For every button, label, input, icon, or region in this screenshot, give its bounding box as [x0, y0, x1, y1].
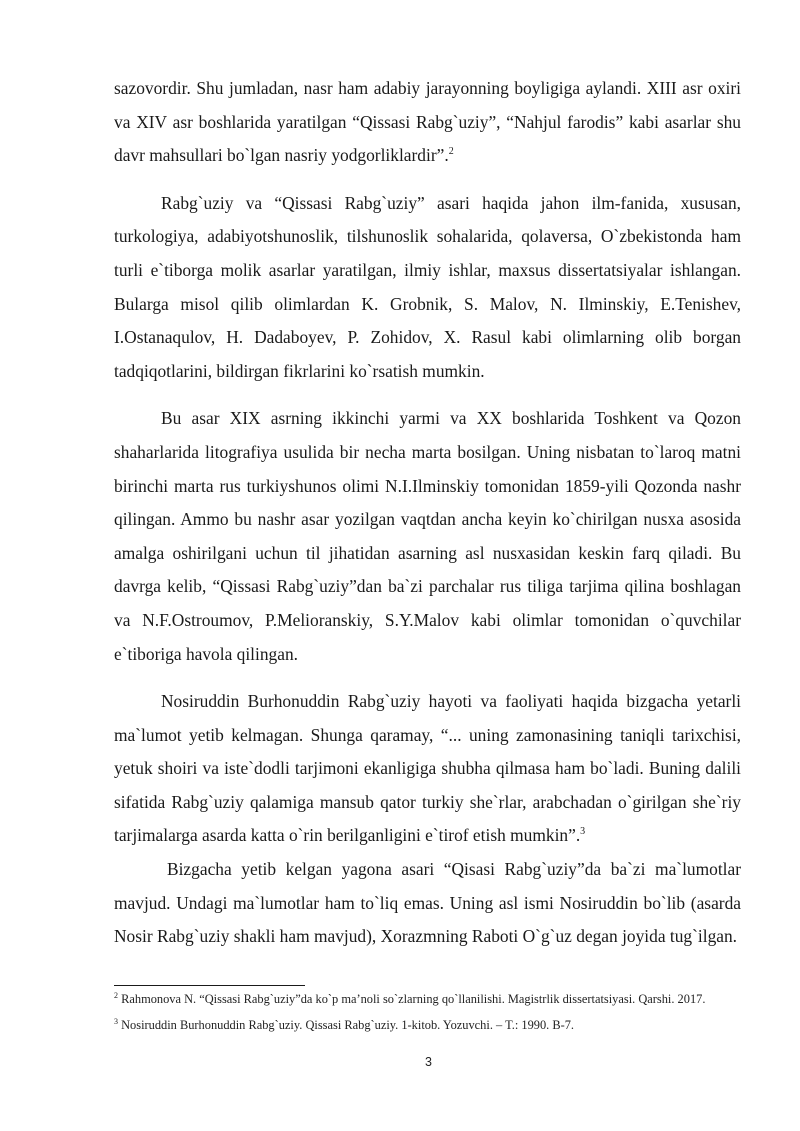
footnote-separator — [114, 985, 305, 986]
paragraph-4-text: Nosiruddin Burhonuddin Rabg`uziy hayoti va faoliyati haqida bizgacha yetarli ma`lumot yetib kelmagan. Shunga qaramay, “... uning zamonasining taniqli tarixchisi, yetuk shoiri va iste`dodli tarjimoni ekanligiga shubha qilmasa ham bo`ladi. Buning dalili sifatida Rabg`uziy qalamiga mansub qator turkiy she`rlar, arabchadan o`girilgan she`riy tarjimalarga asarda katta o`rin berilganligini e`tirof etish mumkin”. — [114, 691, 741, 846]
footnote-2 — [114, 991, 741, 1008]
footnote-number: 2 — [114, 990, 118, 1000]
paragraph-1-text: sazovordir. Shu jumladan, nasr ham adabiy jarayonning boyligiga aylandi. XIII asr oxiri va XIV asr boshlarida yaratilgan “Qissasi Rabg`uziy”, “Nahjul farodis” kabi asarlar shu davr mahsullari bo`lgan nasriy yodgorliklardir”. — [114, 78, 741, 166]
paragraph-3: Bu asar XIX asrning ikkinchi yarmi va XX boshlarida Toshkent va Qozon shaharlarida litografiya usulida bir necha marta bosilgan. Uning nisbatan to`laroq matni birinchi marta rus turkiyshunos olimi N.I.Ilminskiy tomonidan 1859-yili Qozonda nashr qilingan. Ammo bu nashr asar yozilgan vaqtdan ancha keyin ko`chirilgan nusxa asosida amalga oshirilgani uchun til jihatidan asarning asl nusxasidan keskin farq qiladi. Bu davrga kelib, “Qissasi Rabg`uziy”dan ba`zi parchalar rus tiliga tarjima qilina boshlagan va N.F.Ostroumov, P.Melioranskiy, S.Y.Malov kabi olimlar tomonidan o`quvchilar e`tiboriga havola qilingan. — [114, 408, 741, 664]
footnote-text: Rahmonova N. “Qissasi Rabg`uziy”da ko`p ma’noli so`zlarning qo`llanilishi. Magistrlik dissertatsiyasi. Qarshi. 2017. — [121, 992, 706, 1006]
footnote-3 — [114, 1017, 741, 1034]
body-text — [114, 72, 741, 954]
paragraph-5: Bizgacha yetib kelgan yagona asari “Qisasi Rabg`uziy”da ba`zi ma`lumotlar mavjud. Undagi ma`lumotlar ham to`liq emas. Uning asl ismi Nosiruddin bo`lib (asarda Nosir Rabg`uziy shakli ham mavjud), Xorazmning Raboti O`g`uz degan joyida tug`ilgan. — [114, 859, 741, 947]
paragraph-2: Rabg`uziy va “Qissasi Rabg`uziy” asari haqida jahon ilm-fanida, xususan, turkologiya, adabiyotshunoslik, tilshunoslik sohalarida, qolaversa, O`zbekistonda ham turli e`tiborga molik asarlar yaratilgan, ilmiy ishlar, maxsus dissertatsiyalar ishlangan. Bularga misol qilib olimlardan K. Grobnik, S. Malov, N. Ilminskiy, E.Tenishev, I.Ostanaqulov, H. Dadaboyev, P. Zohidov, X. Rasul kabi olimlarning olib borgan tadqiqotlarini, bildirgan fikrlarini ko`rsatish mumkin. — [114, 192, 741, 381]
footnote-text: Nosiruddin Burhonuddin Rabg`uziy. Qissasi Rabg`uziy. 1-kitob. Yozuvchi. – T.: 1990. B-7. — [121, 1018, 575, 1032]
page-number: 3 — [425, 1055, 432, 1069]
paragraph-1 — [114, 72, 741, 173]
footnotes — [114, 991, 741, 1043]
paragraph-4 — [114, 685, 741, 853]
footnote-ref-3[interactable]: 3 — [580, 826, 586, 838]
footnote-number: 3 — [114, 1016, 118, 1026]
footnote-ref-2[interactable]: 2 — [448, 146, 454, 158]
